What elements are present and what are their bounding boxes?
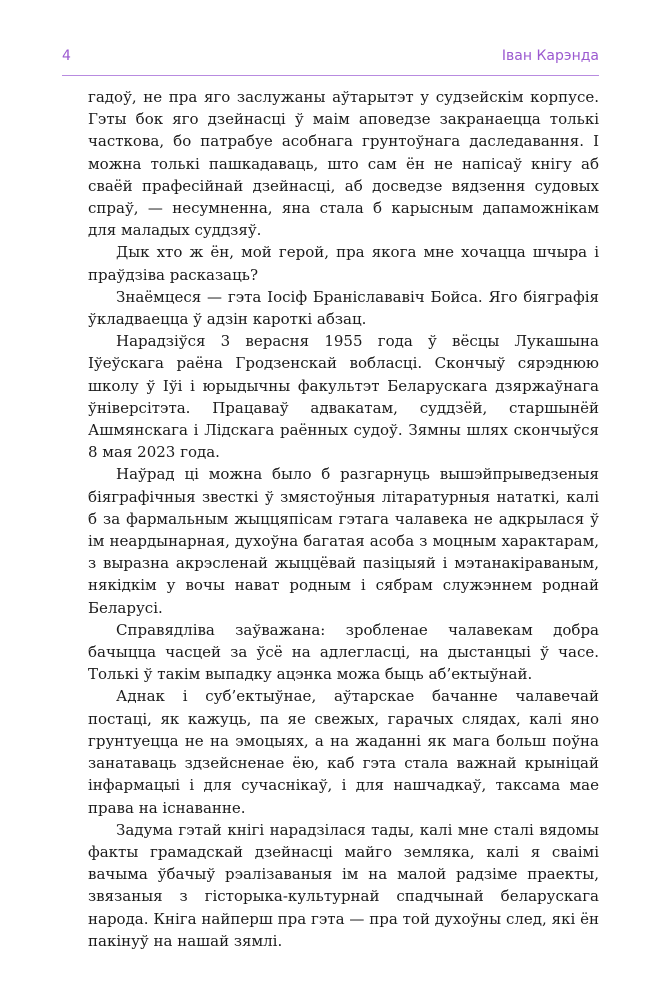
paragraph: Справядліва заўважана: зробленае чалавекам добра бачыцца часцей за ўсё на адлегласці, на дыстанцыі ў часе. Толькі ў такім выпадку ацэнка можа быць аб’ектыўнай. [88, 620, 599, 684]
running-head-author: Іван Карэнда [501, 48, 599, 64]
paragraph: Дык хто ж ён, мой герой, пра якога мне хочацца шчыра і праўдзіва расказаць? [88, 243, 599, 284]
paragraph: Наўрад ці можна было б разгарнуць вышэйпрыведзеныя біяграфічныя звесткі ў змястоўныя літаратурныя нататкі, калі б за фармальным жыццяпісам гэтага чалавека не адкрылася ў ім неардынарная, духоўна багатая асоба з моцным характарам, з выразна акрэсленай жыццёвай пазіцыяй і мэтанакіраваным, някідкім у вочы нават родным і сябрам служэннем роднай Беларусі. [88, 465, 599, 617]
paragraph: Аднак і суб’ектыўнае, аўтарскае бачанне чалавечай постаці, як кажуць, па яе свежых, гарачых слядах, калі яно грунтуецца не на эмоцыях, а на жаданні як мага больш поўна занатаваць здзейсненае ёю, каб гэта стала важнай крыніцай інфармацыі і для сучаснікаў, і для нашчадкаў, таксама мае права на існаванне. [88, 687, 599, 817]
page-number: 4 [62, 48, 71, 64]
body-text [88, 86, 599, 952]
paragraph: Задума гэтай кнігі нарадзілася тады, калі мне сталі вядомы факты грамадскай дзейнасці майго земляка, калі я сваімі вачыма ўбачыў рэалізаваныя ім на малой радзіме праекты, звязаныя з гісторыка-культурнай спадчынай беларускага народа. Кніга найперш пра гэта — пра той духоўны след, які ён пакінуў на нашай зямлі. [88, 820, 599, 950]
paragraph: Знаёмцеся — гэта Іосіф Браніслававіч Бойса. Яго біяграфія ўкладваецца ў адзін кароткі абзац. [88, 287, 599, 329]
page-header [62, 48, 599, 70]
paragraph: Нарадзіўся 3 верасня 1955 года ў вёсцы Лукашына Іўеўскага раёна Гродзенскай вобласці. Скончыў сярэднюю школу ў Іўі і юрыдычны факультэт Беларускага дзяржаўнага ўніверсітэта. Працаваў адвакатам, суддзёй, старшынёй Ашмянскага і Лідскага раённых судоў. Зямны шлях скончыўся 8 мая 2023 года. [88, 332, 599, 462]
header-divider [62, 75, 599, 76]
paragraph: гадоў, не пра яго заслужаны аўтарытэт у судзейскім корпусе. Гэты бок яго дзейнасці ў маім аповедзе закранаецца толькі часткова, бо патрабуе асобнага грунтоўнага даследавання. І можна толькі пашкадаваць, што сам ён не напісаў кнігу аб сваёй прафесійнай дзейнасці, аб досведзе вядзення судовых спраў, — несумненна, яна стала б карысным дапаможнікам для маладых суддзяў. [88, 88, 599, 240]
